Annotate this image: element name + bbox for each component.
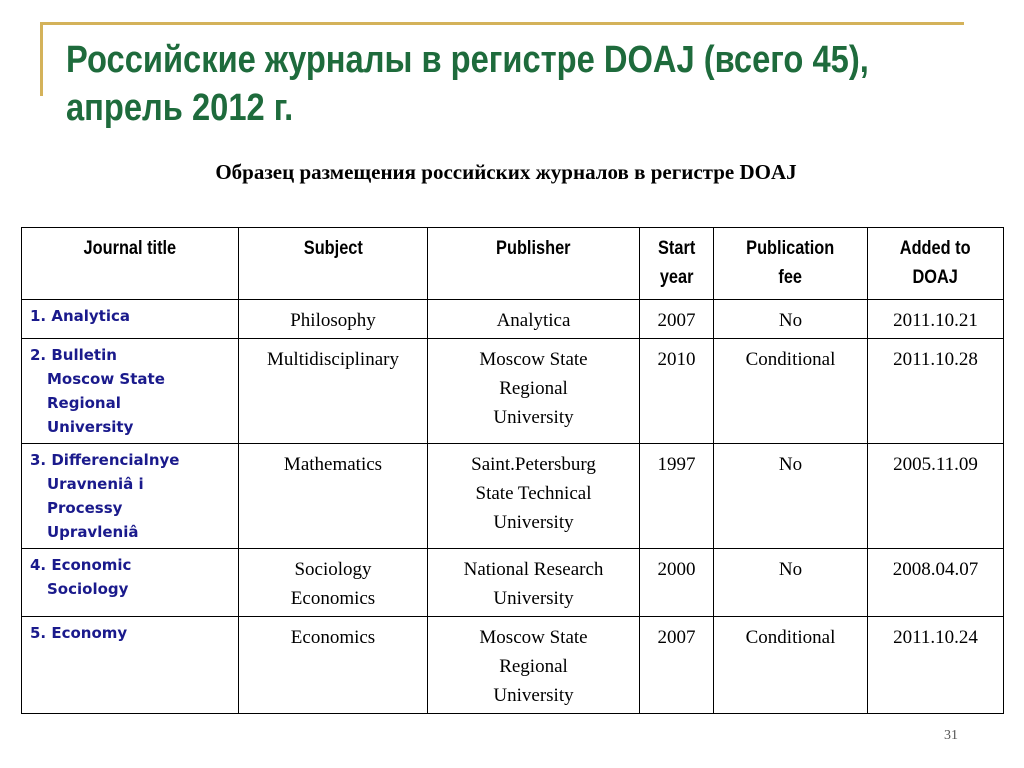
added-date-cell: 2011.10.28 <box>868 339 1004 444</box>
header-subject: Subject <box>239 228 428 300</box>
publisher-cell: Analytica <box>428 300 640 339</box>
subject-cell: Economics <box>239 617 428 714</box>
subject-cell: Multidisciplinary <box>239 339 428 444</box>
subject-cell: Mathematics <box>239 444 428 549</box>
subject-cell: Sociology Economics <box>239 549 428 617</box>
table-header-row <box>22 228 1004 300</box>
table-body <box>22 300 1004 714</box>
start-year-cell: 2010 <box>640 339 714 444</box>
slide-subtitle: Образец размещения российских журналов в регистре DOAJ <box>215 160 797 184</box>
added-date-cell: 2005.11.09 <box>868 444 1004 549</box>
table-row <box>22 339 1004 444</box>
table-row <box>22 300 1004 339</box>
header-journal-title: Journal title <box>22 228 239 300</box>
accent-line-top <box>40 22 964 25</box>
publication-fee-cell: Conditional <box>714 339 868 444</box>
table-row <box>22 549 1004 617</box>
header-publication-fee: Publication fee <box>714 228 868 300</box>
publication-fee-cell: Conditional <box>714 617 868 714</box>
subject-cell: Philosophy <box>239 300 428 339</box>
start-year-cell: 2007 <box>640 300 714 339</box>
header-start-year: Start year <box>640 228 714 300</box>
added-date-cell: 2008.04.07 <box>868 549 1004 617</box>
journal-title-cell: 1. Analytica <box>22 300 239 339</box>
table-row <box>22 444 1004 549</box>
slide-title-line-1: Российские журналы в регистре DOAJ (всего 45), <box>66 39 869 81</box>
page-number: 31 <box>944 728 958 743</box>
publisher-cell: Moscow State Regional University <box>428 617 640 714</box>
publisher-cell: Moscow State Regional University <box>428 339 640 444</box>
start-year-cell: 2007 <box>640 617 714 714</box>
journal-title-cell: 3. Differencialnye Uravneniâ i Processy Upravleniâ <box>22 444 239 549</box>
publication-fee-cell: No <box>714 444 868 549</box>
publication-fee-cell: No <box>714 549 868 617</box>
header-publisher: Publisher <box>428 228 640 300</box>
publisher-cell: National Research University <box>428 549 640 617</box>
added-date-cell: 2011.10.24 <box>868 617 1004 714</box>
start-year-cell: 2000 <box>640 549 714 617</box>
journal-title-cell: 5. Economy <box>22 617 239 714</box>
slide-title <box>66 36 874 132</box>
table-row <box>22 617 1004 714</box>
slide-title-line-2: апрель 2012 г. <box>66 87 294 129</box>
start-year-cell: 1997 <box>640 444 714 549</box>
added-date-cell: 2011.10.21 <box>868 300 1004 339</box>
accent-line-left <box>40 22 43 96</box>
doaj-journals-table <box>21 227 1004 714</box>
header-added-to-doaj: Added to DOAJ <box>868 228 1004 300</box>
publisher-cell: Saint.Petersburg State Technical University <box>428 444 640 549</box>
publication-fee-cell: No <box>714 300 868 339</box>
journal-title-cell: 4. Economic Sociology <box>22 549 239 617</box>
journal-title-cell: 2. Bulletin Moscow State Regional University <box>22 339 239 444</box>
